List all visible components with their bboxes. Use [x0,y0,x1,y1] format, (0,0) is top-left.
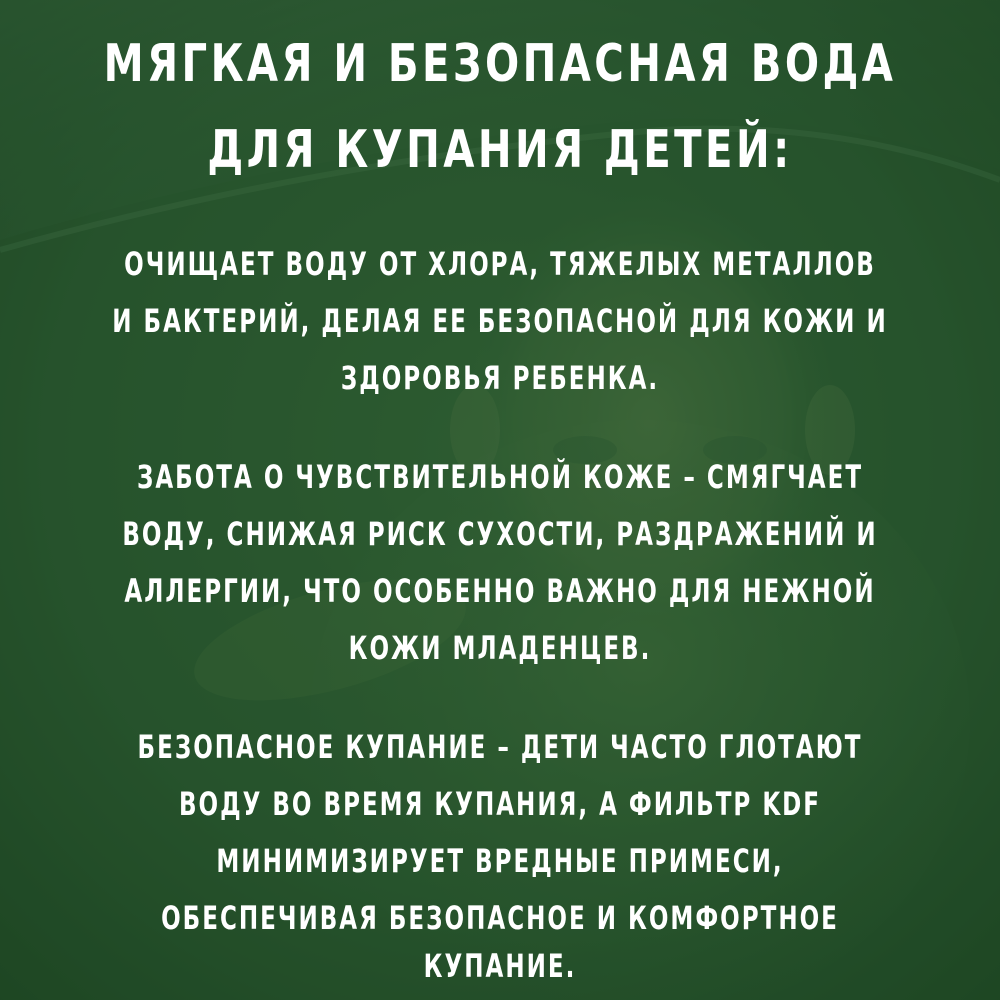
paragraph-3-line-4: ОБЕСПЕЧИВАЯ БЕЗОПАСНОЕ И КОМФОРТНОЕ [161,899,839,937]
paragraph-3-line-3: МИНИМИЗИРУЕТ ВРЕДНЫЕ ПРИМЕСИ, [216,842,784,880]
title-line-1: МЯГКАЯ И БЕЗОПАСНАЯ ВОДА [103,34,897,94]
paragraph-3-line-1: БЕЗОПАСНОЕ КУПАНИЕ – ДЕТИ ЧАСТО ГЛОТАЮТ [137,728,863,766]
paragraph-1-line-3: ЗДОРОВЬЯ РЕБЕНКА. [340,359,660,397]
paragraph-2-line-4: КОЖИ МЛАДЕНЦЕВ. [348,629,652,667]
paragraph-1-line-1: ОЧИЩАЕТ ВОДУ ОТ ХЛОРА, ТЯЖЕЛЫХ МЕТАЛЛОВ [124,245,876,283]
paragraph-3-line-2: ВОДУ ВО ВРЕМЯ КУПАНИЯ, А ФИЛЬТР KDF [178,785,822,823]
paragraph-2-line-1: ЗАБОТА О ЧУВСТВИТЕЛЬНОЙ КОЖЕ – СМЯГЧАЕТ [136,458,864,496]
paragraph-2-line-2: ВОДУ, СНИЖАЯ РИСК СУХОСТИ, РАЗДРАЖЕНИЙ И [122,515,878,553]
paragraph-3-line-5: КУПАНИЕ. [423,947,577,985]
title-line-2: ДЛЯ КУПАНИЯ ДЕТЕЙ: [207,120,793,180]
paragraph-1-line-2: И БАКТЕРИЙ, ДЕЛАЯ ЕЕ БЕЗОПАСНОЙ ДЛЯ КОЖИ И [112,302,888,340]
paragraph-2-line-3: АЛЛЕРГИИ, ЧТО ОСОБЕННО ВАЖНО ДЛЯ НЕЖНОЙ [124,572,876,610]
